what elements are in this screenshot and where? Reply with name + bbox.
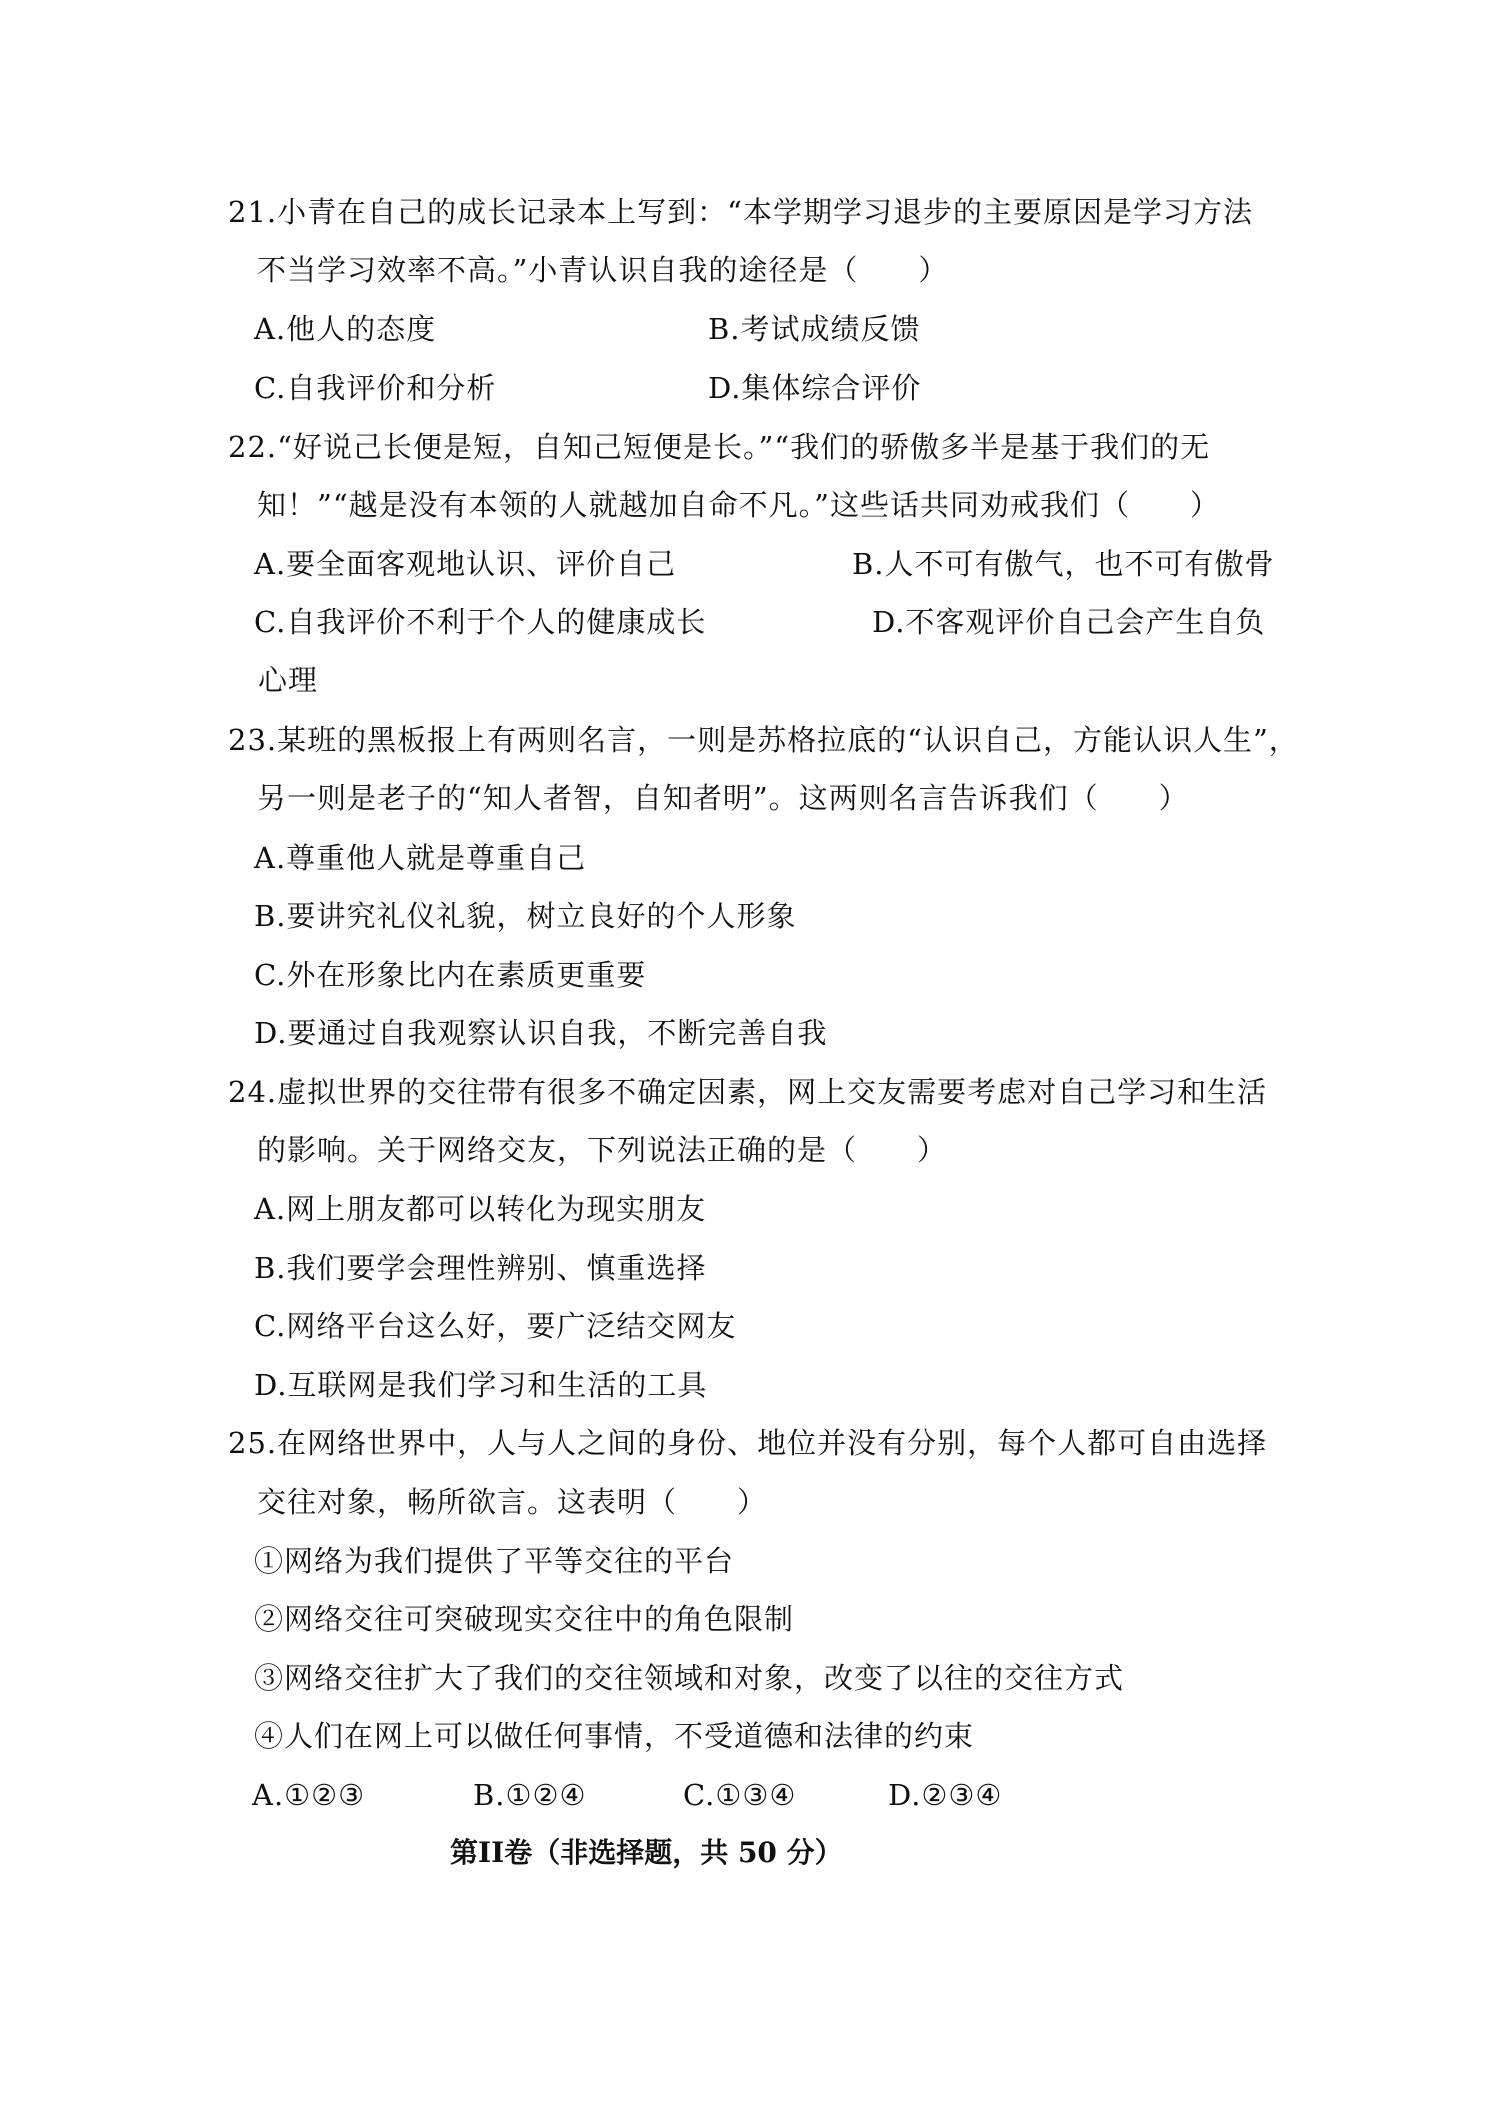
q22-stem-line-2: 知！”“越是没有本领的人就越加自命不凡。”这些话共同劝戒我们（ ） (257, 488, 1220, 522)
q24-option-b: B.我们要学会理性辨别、慎重选择 (254, 1251, 707, 1285)
q21-option-d: D.集体综合评价 (708, 371, 922, 405)
q23-option-c: C.外在形象比内在素质更重要 (254, 958, 647, 992)
q21-option-b: B.考试成绩反馈 (708, 312, 921, 346)
q22-option-a: A.要全面客观地认识、评价自己 (254, 547, 677, 581)
q21-stem-line-2: 不当学习效率不高。”小青认识自我的途径是（ ） (257, 253, 949, 287)
q25-option-a: A.①②③ (252, 1778, 366, 1812)
q23-stem-line-2: 另一则是老子的“知人者智，自知者明”。这两则名言告诉我们（ ） (257, 781, 1189, 815)
q25-option-c: C.①③④ (683, 1778, 797, 1812)
q25-option-b: B.①②④ (473, 1778, 587, 1812)
q25-statement-2: ②网络交往可突破现实交往中的角色限制 (254, 1602, 795, 1636)
q24-option-c: C.网络平台这么好，要广泛结交网友 (254, 1309, 737, 1343)
q25-stem-line-2: 交往对象，畅所欲言。这表明（ ） (257, 1485, 768, 1519)
q25-statement-1: ①网络为我们提供了平等交往的平台 (254, 1544, 735, 1578)
q24-stem-line-1: 24.虚拟世界的交往带有很多不确定因素，网上交友需要考虑对自己学习和生活 (228, 1075, 1268, 1109)
q21-option-c: C.自我评价和分析 (254, 371, 497, 405)
q24-option-d: D.互联网是我们学习和生活的工具 (254, 1368, 708, 1402)
q25-stem-line-1: 25.在网络世界中，人与人之间的身份、地位并没有分别，每个人都可自由选择 (228, 1426, 1268, 1460)
section-title: 第II卷（非选择题，共 50 分） (450, 1836, 843, 1869)
q22-option-d: D.不客观评价自己会产生自负 (872, 605, 1266, 639)
q25-statement-4: ④人们在网上可以做任何事情，不受道德和法律的约束 (254, 1719, 975, 1753)
q23-option-d: D.要通过自我观察认识自我，不断完善自我 (254, 1016, 828, 1050)
q23-stem-line-1: 23.某班的黑板报上有两则名言，一则是苏格拉底的“认识自己，方能认识人生”， (228, 723, 1299, 757)
q22-option-d-continued: 心理 (258, 663, 319, 697)
q24-stem-line-2: 的影响。关于网络交友，下列说法正确的是（ ） (257, 1133, 948, 1167)
q23-option-a: A.尊重他人就是尊重自己 (254, 841, 587, 875)
q21-option-a: A.他人的态度 (254, 312, 437, 346)
q22-option-b: B.人不可有傲气，也不可有傲骨 (852, 547, 1275, 581)
q23-option-b: B.要讲究礼仪礼貌，树立良好的个人形象 (254, 899, 797, 933)
q21-stem-line-1: 21.小青在自己的成长记录本上写到：“本学期学习退步的主要原因是学习方法 (228, 195, 1253, 229)
q25-statement-3: ③网络交往扩大了我们的交往领域和对象，改变了以往的交往方式 (254, 1661, 1125, 1695)
q25-option-d: D.②③④ (888, 1778, 1003, 1812)
q22-stem-line-1: 22.“好说己长便是短，自知己短便是长。”“我们的骄傲多半是基于我们的无 (228, 430, 1211, 464)
q24-option-a: A.网上朋友都可以转化为现实朋友 (254, 1192, 707, 1226)
q22-option-c: C.自我评价不利于个人的健康成长 (254, 605, 707, 639)
